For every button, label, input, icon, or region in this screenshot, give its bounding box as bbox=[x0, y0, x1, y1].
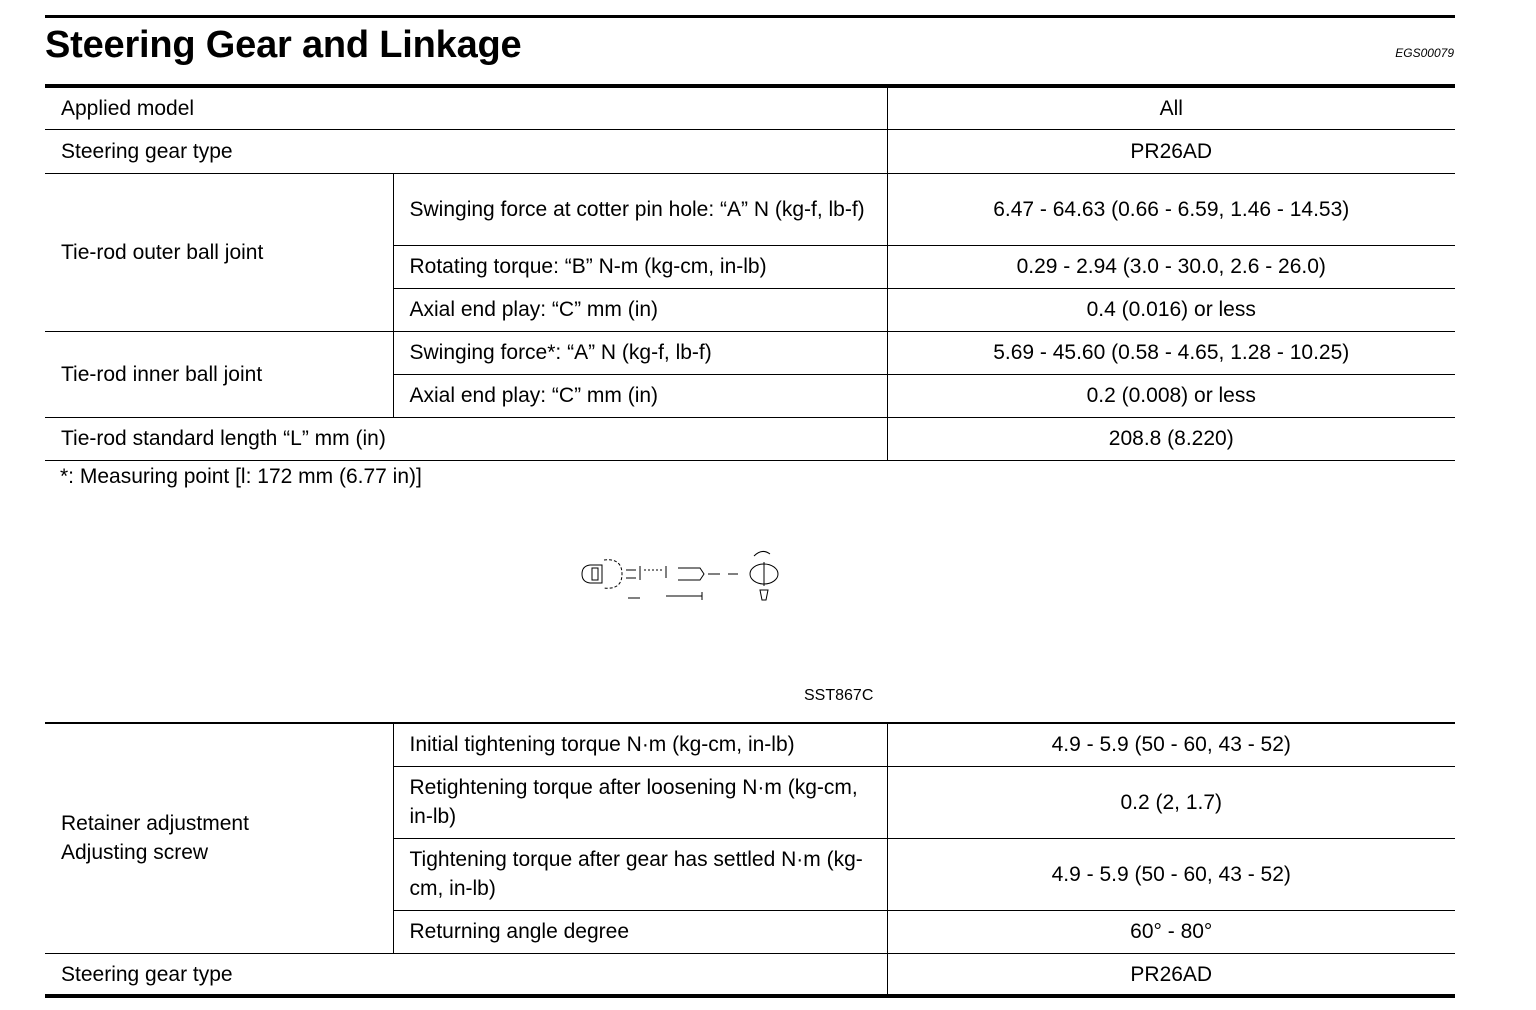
row-value: 6.47 - 64.63 (0.66 - 6.59, 1.46 - 14.53) bbox=[887, 173, 1455, 245]
row-label: Tie-rod standard length “L” mm (in) bbox=[61, 427, 386, 450]
group-label: Tie-rod outer ball joint bbox=[61, 240, 264, 264]
group-label bbox=[45, 723, 393, 953]
row-value: 0.2 (0.008) or less bbox=[887, 374, 1455, 417]
row-label: Applied model bbox=[61, 96, 195, 120]
row-value: 4.9 - 5.9 (50 - 60, 43 - 52) bbox=[887, 838, 1455, 910]
spec-table-tie-rod bbox=[45, 88, 1455, 461]
sub-label: Axial end play: “C” mm (in) bbox=[393, 288, 887, 331]
footnote: *: Measuring point [l: 172 mm (6.77 in)] bbox=[60, 465, 422, 488]
row-value: 4.9 - 5.9 (50 - 60, 43 - 52) bbox=[887, 723, 1455, 766]
row-value: 0.2 (2, 1.7) bbox=[887, 766, 1455, 838]
sub-label: Rotating torque: “B” N-m (kg-cm, in-lb) bbox=[393, 245, 887, 288]
top-rule bbox=[45, 15, 1455, 18]
table-row bbox=[45, 953, 1455, 996]
sub-label: Returning angle degree bbox=[393, 910, 887, 953]
row-value: 0.29 - 2.94 (3.0 - 30.0, 2.6 - 26.0) bbox=[887, 245, 1455, 288]
section-code: EGS00079 bbox=[1395, 46, 1454, 60]
table-row bbox=[45, 331, 1455, 374]
group-label-line: Adjusting screw bbox=[61, 841, 209, 865]
row-value: 60° - 80° bbox=[887, 910, 1455, 953]
bottom-rule bbox=[45, 994, 1455, 998]
table-row bbox=[45, 417, 1455, 460]
tie-rod-diagram bbox=[570, 540, 800, 610]
sub-label: Initial tightening torque N·m (kg-cm, in-lb) bbox=[393, 723, 887, 766]
figure-caption: SST867C bbox=[804, 687, 874, 704]
row-value: 208.8 (8.220) bbox=[887, 417, 1455, 460]
row-label: Steering gear type bbox=[61, 963, 233, 987]
sub-label: Axial end play: “C” mm (in) bbox=[393, 374, 887, 417]
row-value: PR26AD bbox=[887, 953, 1455, 996]
row-value: 5.69 - 45.60 (0.58 - 4.65, 1.28 - 10.25) bbox=[887, 331, 1455, 374]
group-label: Tie-rod inner ball joint bbox=[61, 362, 263, 386]
row-value: 0.4 (0.016) or less bbox=[887, 288, 1455, 331]
table-row bbox=[45, 129, 1455, 173]
page-title: Steering Gear and Linkage bbox=[45, 24, 522, 66]
sub-label: Retightening torque after loosening N·m (kg-cm, in-lb) bbox=[393, 766, 887, 838]
row-value: All bbox=[887, 88, 1455, 129]
table-row bbox=[45, 173, 1455, 245]
table-row bbox=[45, 723, 1455, 766]
table-row bbox=[45, 88, 1455, 129]
spec-table-retainer bbox=[45, 722, 1455, 996]
group-label-line: Retainer adjustment bbox=[61, 812, 249, 836]
row-value: PR26AD bbox=[887, 129, 1455, 173]
sub-label: Tightening torque after gear has settled N·m (kg-cm, in-lb) bbox=[393, 838, 887, 910]
sub-label: Swinging force*: “A” N (kg-f, lb-f) bbox=[393, 331, 887, 374]
sub-label: Swinging force at cotter pin hole: “A” N (kg-f, lb-f) bbox=[393, 173, 887, 245]
row-label: Steering gear type bbox=[61, 139, 233, 163]
